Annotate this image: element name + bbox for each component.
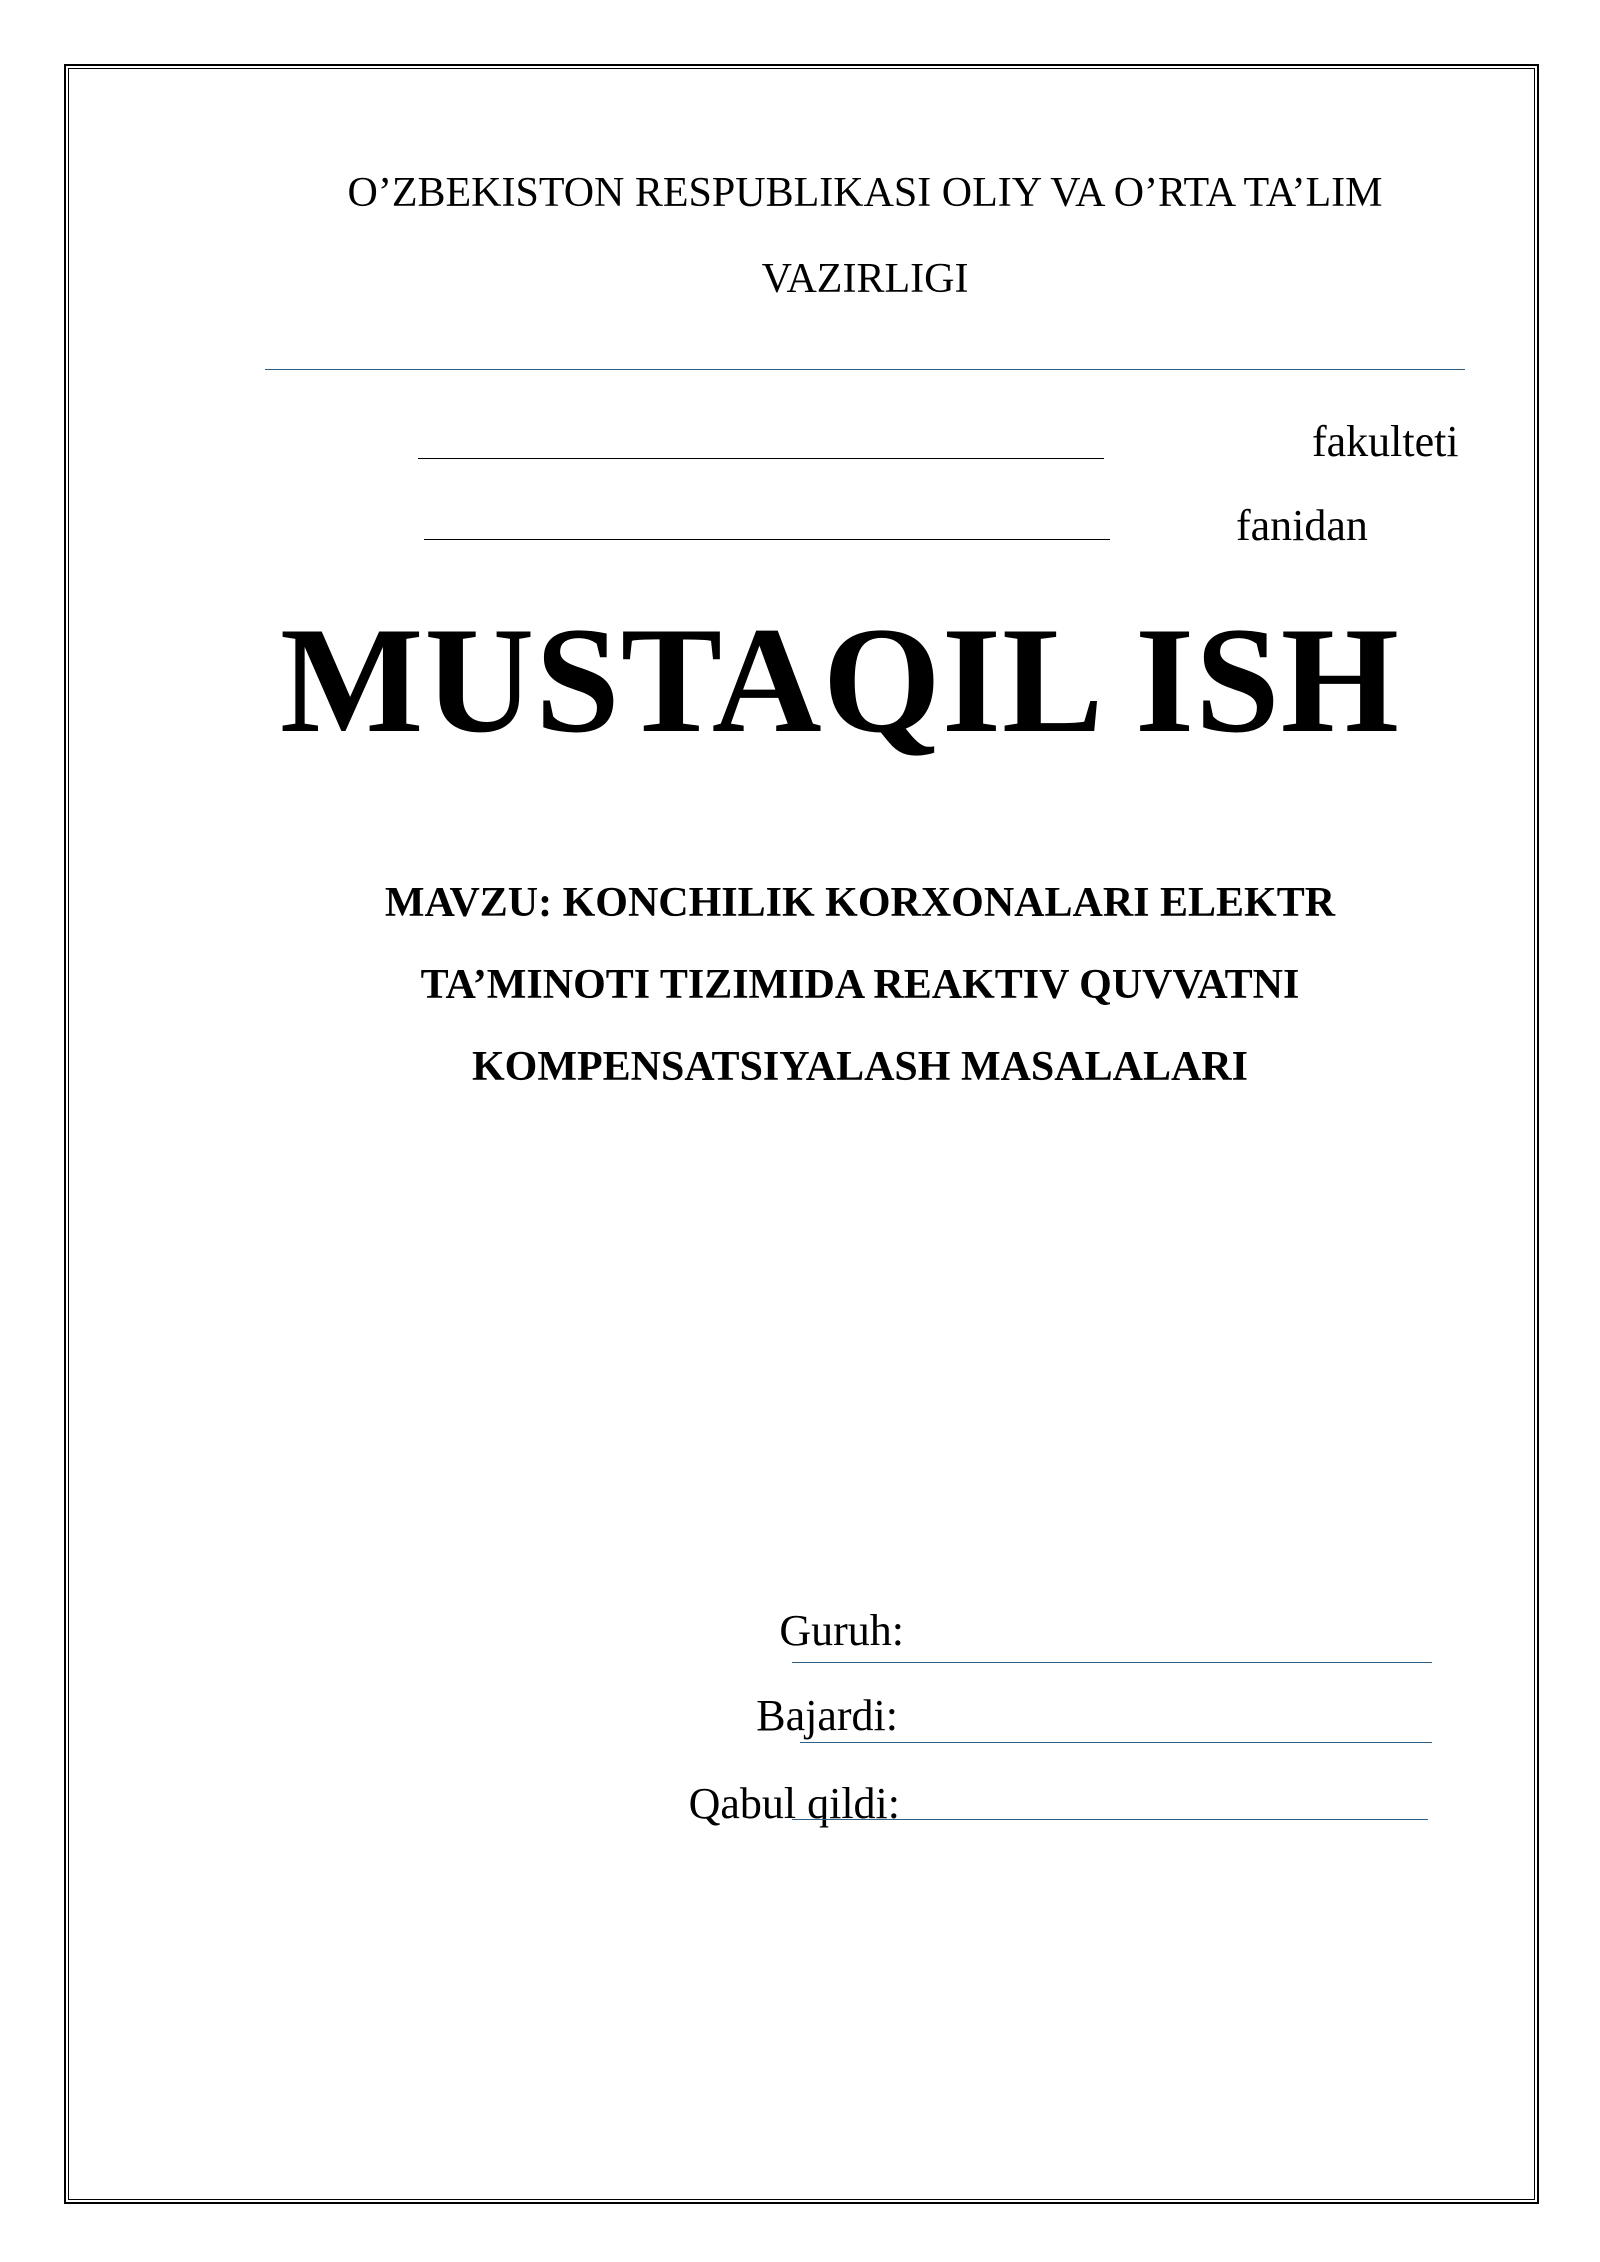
- university-blank-line: [265, 369, 1465, 370]
- faculty-label: fakulteti: [1312, 417, 1459, 466]
- done-by-blank-line: [800, 1742, 1432, 1743]
- page-border-inner: [68, 68, 1535, 2200]
- ministry-heading: [250, 150, 1480, 322]
- group-label: Guruh:: [779, 1606, 904, 1655]
- accepted-by-blank-line: [792, 1819, 1428, 1820]
- main-title: MUSTAQIL ISH: [280, 596, 1400, 764]
- faculty-blank-line: [418, 458, 1104, 459]
- done-by-label: Bajardi:: [756, 1691, 898, 1740]
- topic-heading: [240, 862, 1480, 1108]
- accepted-by-label: Qabul qildi:: [688, 1779, 900, 1828]
- ministry-line-1: O’ZBEKISTON RESPUBLIKASI OLIY VA O’RTA TA’LIM: [347, 170, 1383, 216]
- topic-line-1: MAVZU: KONCHILIK KORXONALARI ELEKTR: [384, 880, 1336, 926]
- topic-line-2: TA’MINOTI TIZIMIDA REAKTIV QUVVATNI: [420, 962, 1300, 1008]
- group-blank-line: [792, 1662, 1432, 1663]
- subject-blank-line: [424, 539, 1110, 540]
- topic-line-3: KOMPENSATSIYALASH MASALALARI: [472, 1044, 1248, 1090]
- subject-label: fanidan: [1236, 501, 1368, 550]
- ministry-line-2: VAZIRLIGI: [761, 256, 969, 302]
